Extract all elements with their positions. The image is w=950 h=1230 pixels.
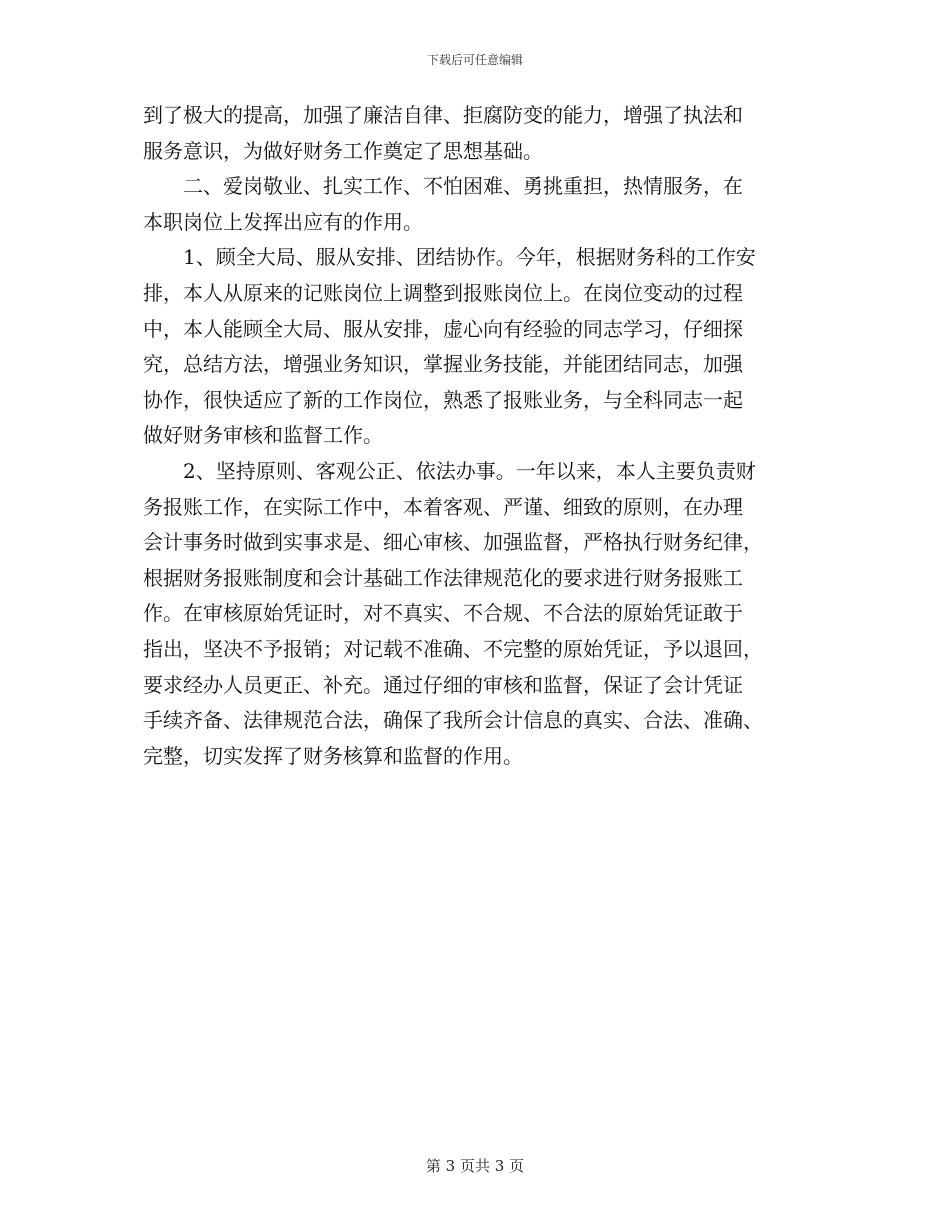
- body-line: 协作，很快适应了新的工作岗位，熟悉了报账业务，与全科同志一起: [143, 387, 743, 412]
- body-line: 会计事务时做到实事求是、细心审核、加强监督，严格执行财务纪律，: [143, 530, 763, 555]
- body-line: 作。在审核原始凭证时，对不真实、不合规、不合法的原始凭证敢于: [143, 601, 743, 626]
- body-line: 中，本人能顾全大局、服从安排，虚心向有经验的同志学习，仔细探: [143, 316, 743, 341]
- body-line: 2、坚持原则、客观公正、依法办事。一年以来，本人主要负责财: [143, 458, 756, 483]
- body-line: 完整，切实发挥了财务核算和监督的作用。: [143, 743, 523, 768]
- body-line: 本职岗位上发挥出应有的作用。: [143, 209, 423, 234]
- body-line: 要求经办人员更正、补充。通过仔细的审核和监督，保证了会计凭证: [143, 672, 743, 697]
- body-line: 手续齐备、法律规范合法，确保了我所会计信息的真实、合法、准确、: [143, 708, 763, 733]
- body-line: 究，总结方法，增强业务知识，掌握业务技能，并能团结同志，加强: [143, 352, 743, 377]
- body-line: 根据财务报账制度和会计基础工作法律规范化的要求进行财务报账工: [143, 565, 743, 590]
- body-line: 务报账工作，在实际工作中，本着客观、严谨、细致的原则，在办理: [143, 494, 743, 519]
- body-line: 到了极大的提高，加强了廉洁自律、拒腐防变的能力，增强了执法和: [143, 103, 743, 127]
- body-line: 1、顾全大局、服从安排、团结协作。今年，根据财务科的工作安: [143, 245, 756, 270]
- body-line: 二、爱岗敬业、扎实工作、不怕困难、勇挑重担，热情服务，在: [143, 174, 743, 199]
- body-line: 服务意识，为做好财务工作奠定了思想基础。: [143, 138, 543, 163]
- page-header: 下载后可任意编辑: [426, 53, 523, 67]
- body-line: 做好财务审核和监督工作。: [143, 423, 383, 448]
- document-body: [143, 98, 799, 774]
- page-number-footer: 第 3 页共 3 页: [425, 1157, 525, 1175]
- body-line: 排，本人从原来的记账岗位上调整到报账岗位上。在岗位变动的过程: [143, 280, 743, 305]
- body-line: 指出，坚决不予报销；对记载不准确、不完整的原始凭证，予以退回，: [143, 636, 763, 661]
